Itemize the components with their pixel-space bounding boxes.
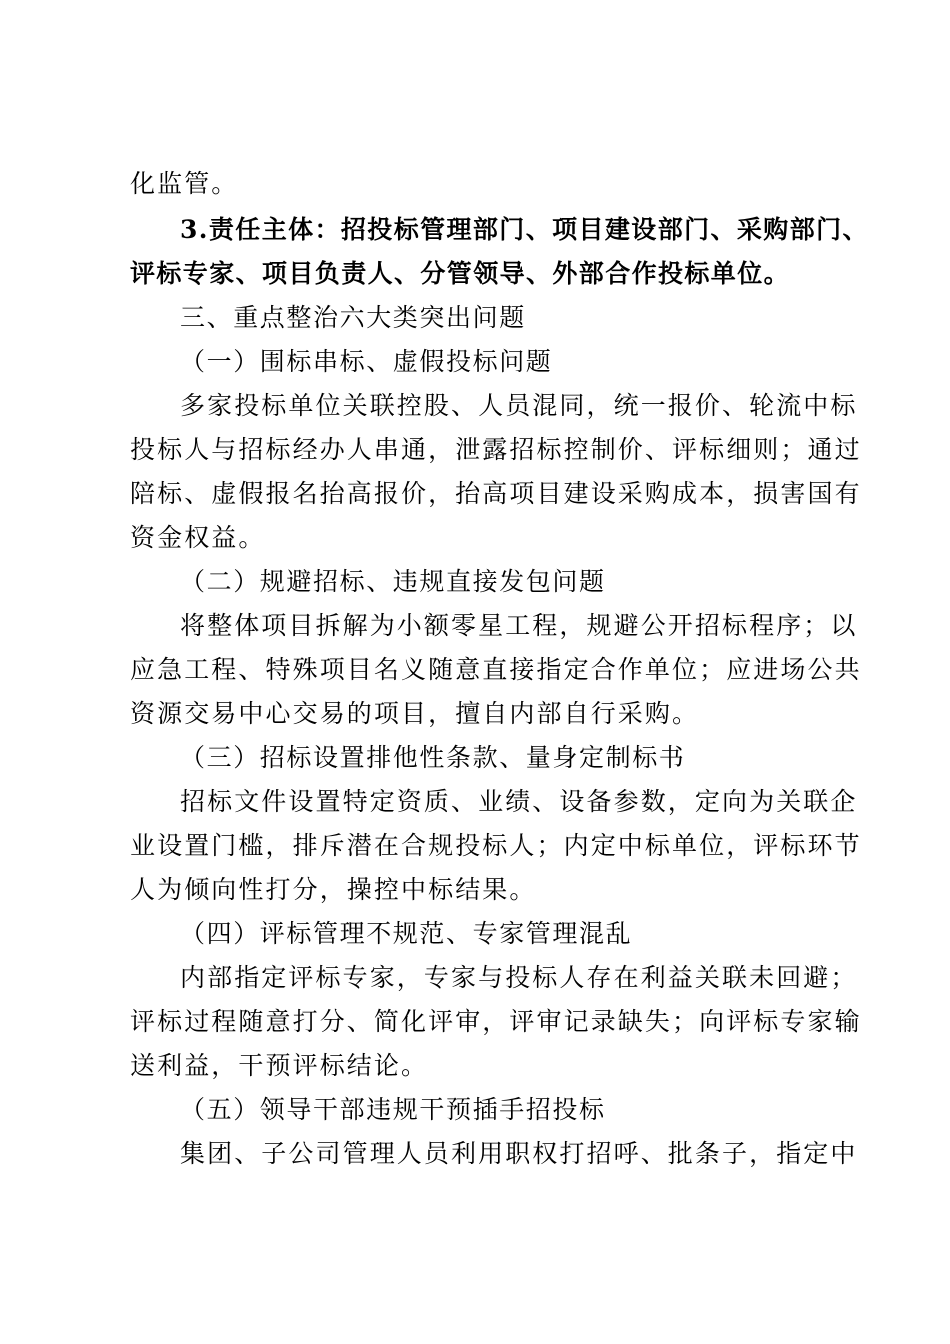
body-text-line: 人为倾向性打分，操控中标结果。 bbox=[130, 875, 537, 904]
subsection-heading-3: （三）招标设置排他性条款、量身定制标书 bbox=[180, 743, 686, 772]
body-text-line: 多家投标单位关联控股、人员混同，统一报价、轮流中标 bbox=[180, 391, 858, 420]
body-text-line: 集团、子公司管理人员利用职权打招呼、批条子，指定中 bbox=[180, 1139, 858, 1168]
body-text-line: 陪标、虚假报名抬高报价，抬高项目建设采购成本，损害国有 bbox=[130, 479, 862, 508]
body-text-line: 应急工程、特殊项目名义随意直接指定合作单位；应进场公共 bbox=[130, 655, 862, 684]
body-text-line: 内部指定评标专家，专家与投标人存在利益关联未回避； bbox=[180, 963, 858, 992]
body-text-line: 送利益，干预评标结论。 bbox=[130, 1051, 429, 1080]
body-text-line: 资金权益。 bbox=[130, 523, 266, 552]
body-text-line: 业设置门槛，排斥潜在合规投标人；内定中标单位，评标环节 bbox=[130, 831, 862, 860]
body-text-line: 资源交易中心交易的项目，擅自内部自行采购。 bbox=[130, 699, 700, 728]
subsection-heading-4: （四）评标管理不规范、专家管理混乱 bbox=[180, 919, 633, 948]
responsibility-heading-line: 3.责任主体：招投标管理部门、项目建设部门、采购部门、 bbox=[180, 215, 869, 244]
body-text-line: 化监管。 bbox=[130, 169, 239, 198]
body-text-line: 将整体项目拆解为小额零星工程，规避公开招标程序；以 bbox=[180, 611, 858, 640]
subsection-heading-5: （五）领导干部违规干预插手招投标 bbox=[180, 1095, 606, 1124]
body-text-line: 招标文件设置特定资质、业绩、设备参数，定向为关联企 bbox=[180, 787, 858, 816]
body-text-line: 评标过程随意打分、简化评审，评审记录缺失；向评标专家输 bbox=[130, 1007, 862, 1036]
subsection-heading-2: （二）规避招标、违规直接发包问题 bbox=[180, 567, 606, 596]
subsection-heading-1: （一）围标串标、虚假投标问题 bbox=[180, 347, 553, 376]
body-text-line: 投标人与招标经办人串通，泄露招标控制价、评标细则；通过 bbox=[130, 435, 862, 464]
responsibility-text-line: 评标专家、项目负责人、分管领导、外部合作投标单位。 bbox=[130, 259, 791, 288]
section-heading: 三、重点整治六大类突出问题 bbox=[180, 303, 526, 332]
